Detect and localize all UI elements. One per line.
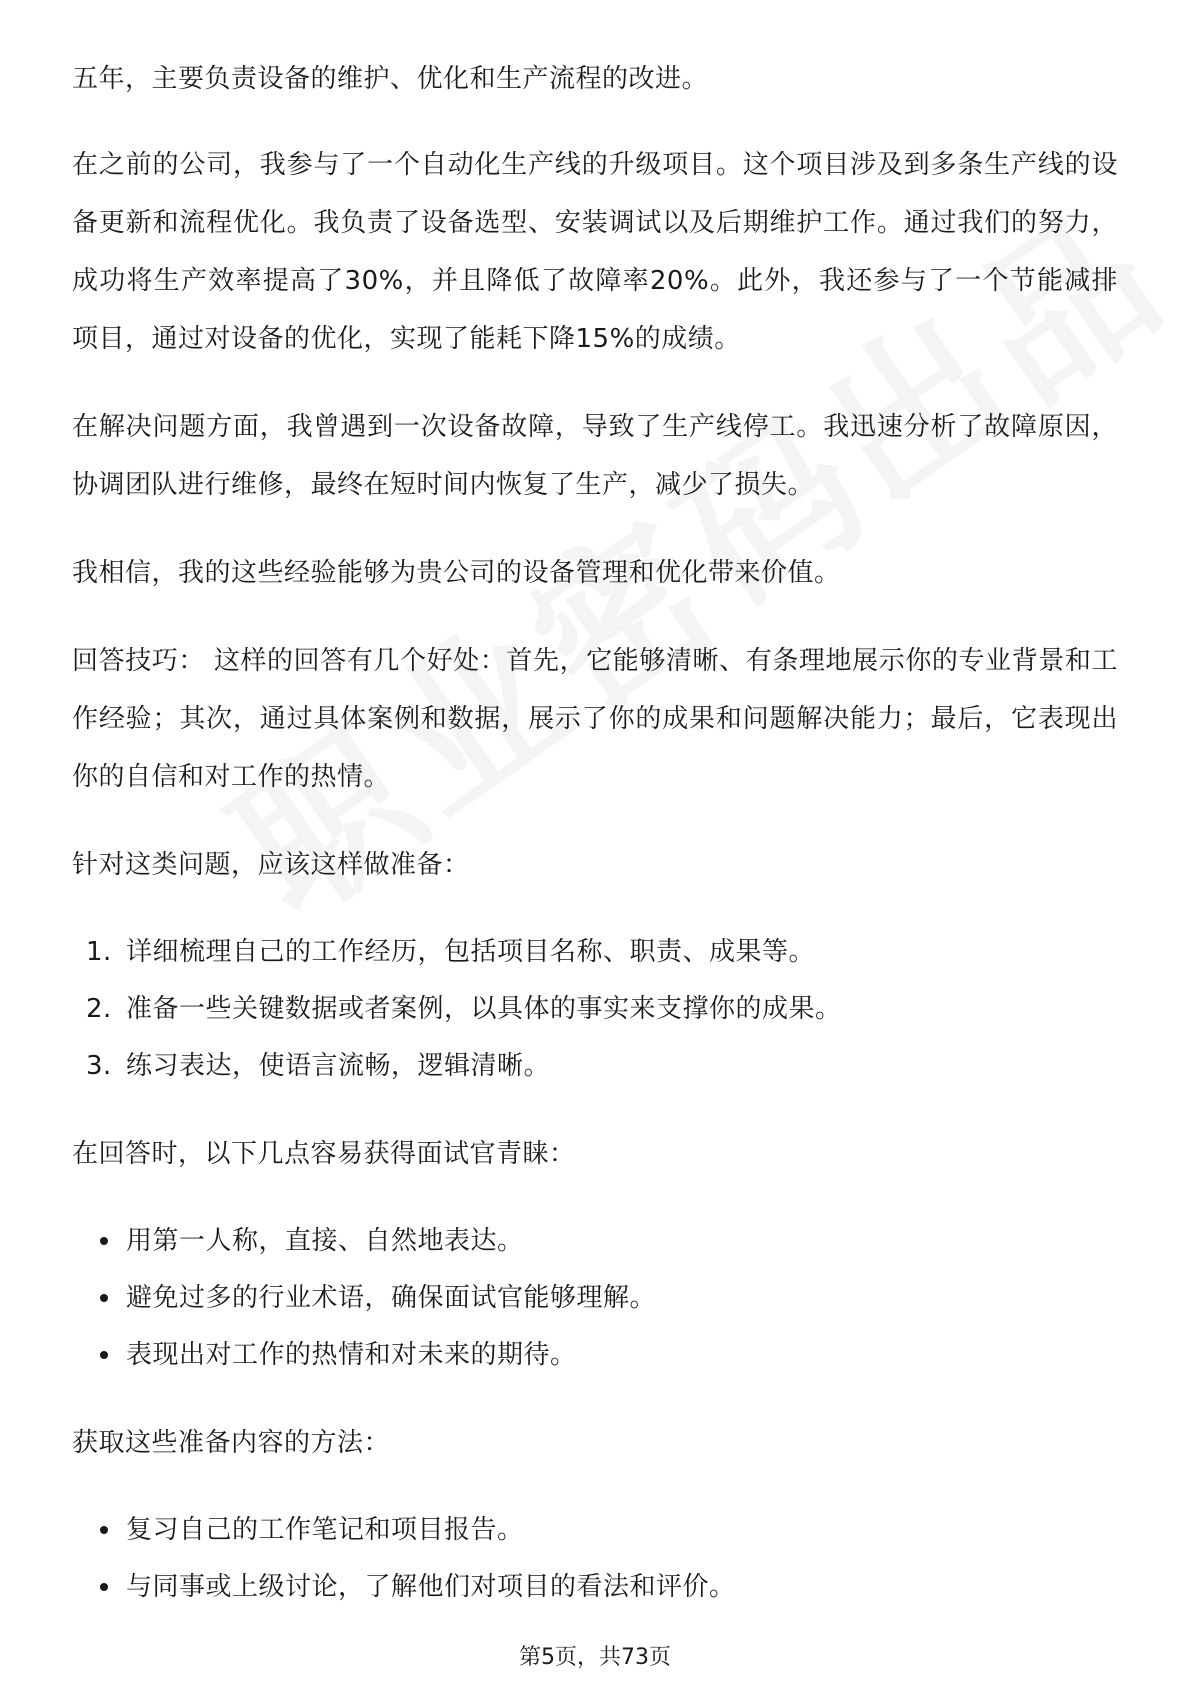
paragraph-prep-intro: 针对这类问题，应该这样做准备： <box>72 850 470 880</box>
list-item-text: 准备一些关键数据或者案例，以具体的事实来支撑你的成果。 <box>126 994 842 1024</box>
list-item-text: 详细梳理自己的工作经历，包括项目名称、职责、成果等。 <box>126 937 816 967</box>
list-item-text: 练习表达，使语言流畅，逻辑清晰。 <box>126 1051 551 1081</box>
list-item-text: 用第一人称，直接、自然地表达。 <box>126 1226 524 1256</box>
list-item <box>72 981 1118 1038</box>
bullet-icon <box>100 1583 108 1591</box>
bullet-icon <box>100 1351 108 1359</box>
paragraph-methods-intro: 获取这些准备内容的方法： <box>72 1428 391 1458</box>
paragraph-value: 我相信，我的这些经验能够为贵公司的设备管理和优化带来价值。 <box>72 558 841 588</box>
list-item <box>72 1559 1118 1616</box>
paragraph-tips-intro: 在回答时，以下几点容易获得面试官青睐： <box>72 1139 576 1169</box>
list-item <box>72 1327 1118 1384</box>
paragraph-project-experience: 在之前的公司，我参与了一个自动化生产线的升级项目。这个项目涉及到多条生产线的设备更新和流程优化。我负责了设备选型、安装调试以及后期维护工作。通过我们的努力，成功将生产效率提高了30%，并且降低了故障率20%。此外，我还参与了一个节能减排项目，通过对设备的优化，实现了能耗下降15%的成绩。 <box>72 150 1118 354</box>
list-number: 1. <box>86 937 112 967</box>
tips-list <box>72 1213 1118 1384</box>
page-footer: 第5页，共73页 <box>519 1645 671 1670</box>
list-item <box>72 924 1118 981</box>
list-item-text: 与同事或上级讨论，了解他们对项目的看法和评价。 <box>126 1572 736 1602</box>
bullet-icon <box>100 1294 108 1302</box>
bullet-icon <box>100 1237 108 1245</box>
list-number: 2. <box>86 994 112 1024</box>
list-number: 3. <box>86 1051 112 1081</box>
bullet-icon <box>100 1526 108 1534</box>
paragraph-intro: 五年，主要负责设备的维护、优化和生产流程的改进。 <box>72 64 709 94</box>
list-item <box>72 1038 1118 1095</box>
paragraph-answer-tips: 回答技巧： 这样的回答有几个好处：首先，它能够清晰、有条理地展示你的专业背景和工作经验；其次，通过具体案例和数据，展示了你的成果和问题解决能力；最后，它表现出你的自信和对工作的热情。 <box>72 646 1118 792</box>
prep-steps-list <box>72 924 1118 1095</box>
list-item-text: 复习自己的工作笔记和项目报告。 <box>126 1515 524 1545</box>
methods-list <box>72 1502 1118 1616</box>
list-item <box>72 1270 1118 1327</box>
list-item-text: 避免过多的行业术语，确保面试官能够理解。 <box>126 1283 657 1313</box>
list-item <box>72 1502 1118 1559</box>
list-item-text: 表现出对工作的热情和对未来的期待。 <box>126 1340 577 1370</box>
paragraph-problem-solving: 在解决问题方面，我曾遇到一次设备故障，导致了生产线停工。我迅速分析了故障原因，协调团队进行维修，最终在短时间内恢复了生产，减少了损失。 <box>72 412 1118 500</box>
document-page <box>72 50 1118 1646</box>
list-item <box>72 1213 1118 1270</box>
